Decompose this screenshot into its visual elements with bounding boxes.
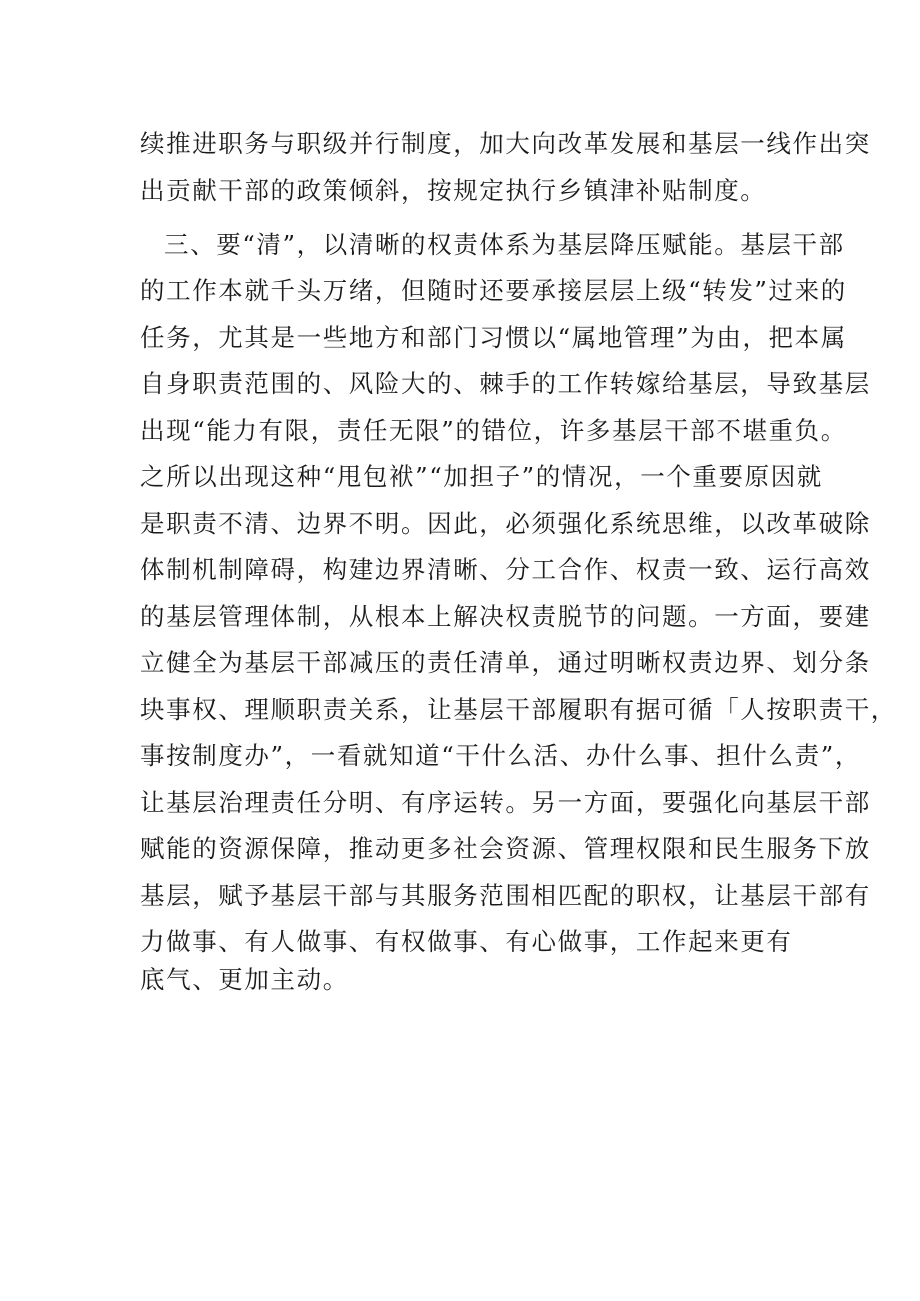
- text-line: 让基层治理责任分明、有序运转。另一方面，要强化向基层干部: [140, 788, 871, 817]
- text-line: 块事权、理顺职责关系，让基层干部履职有据可循「人按职责干，: [140, 695, 897, 724]
- text-line: 事按制度办”，一看就知道“干什么活、办什么事、担什么责”，: [140, 741, 861, 770]
- text-line: 任务，尤其是一些地方和部门习惯以“属地管理”为由，把本属: [140, 323, 847, 352]
- text-line: 之所以出现这种“甩包袱”“加担子”的情况，一个重要原因就: [140, 462, 823, 491]
- text-line: 的基层管理体制，从根本上解决权责脱节的问题。一方面，要建: [140, 602, 871, 631]
- text-line: 基层，赋予基层干部与其服务范围相匹配的职权，让基层干部有: [140, 881, 871, 910]
- text-line: 自身职责范围的、风险大的、棘手的工作转嫁给基层，导致基层: [140, 369, 871, 398]
- text-line: 底气、更加主动。: [140, 965, 349, 994]
- text-line: 出现“能力有限，责任无限”的错位，许多基层干部不堪重负。: [140, 416, 847, 445]
- text-line: 三、要“清”，以清晰的权责体系为基层降压赋能。基层干部: [164, 230, 845, 259]
- text-line: 的工作本就千头万绪，但随时还要承接层层上级“转发”过来的: [140, 276, 847, 305]
- text-line: 是职责不清、边界不明。因此，必须强化系统思维，以改革破除: [140, 509, 871, 538]
- text-line: 力做事、有人做事、有权做事、有心做事，工作起来更有: [140, 927, 793, 956]
- text-line: 体制机制障碍，构建边界清晰、分工合作、权责一致、运行高效: [140, 555, 871, 584]
- text-line: 立健全为基层干部减压的责任清单，通过明晰权责边界、划分条: [140, 648, 871, 677]
- text-line: 续推进职务与职级并行制度，加大向改革发展和基层一线作出突: [140, 129, 871, 158]
- text-line: 出贡献干部的政策倾斜，按规定执行乡镇津补贴制度。: [140, 176, 767, 205]
- text-line: 赋能的资源保障，推动更多社会资源、管理权限和民生服务下放: [140, 834, 871, 863]
